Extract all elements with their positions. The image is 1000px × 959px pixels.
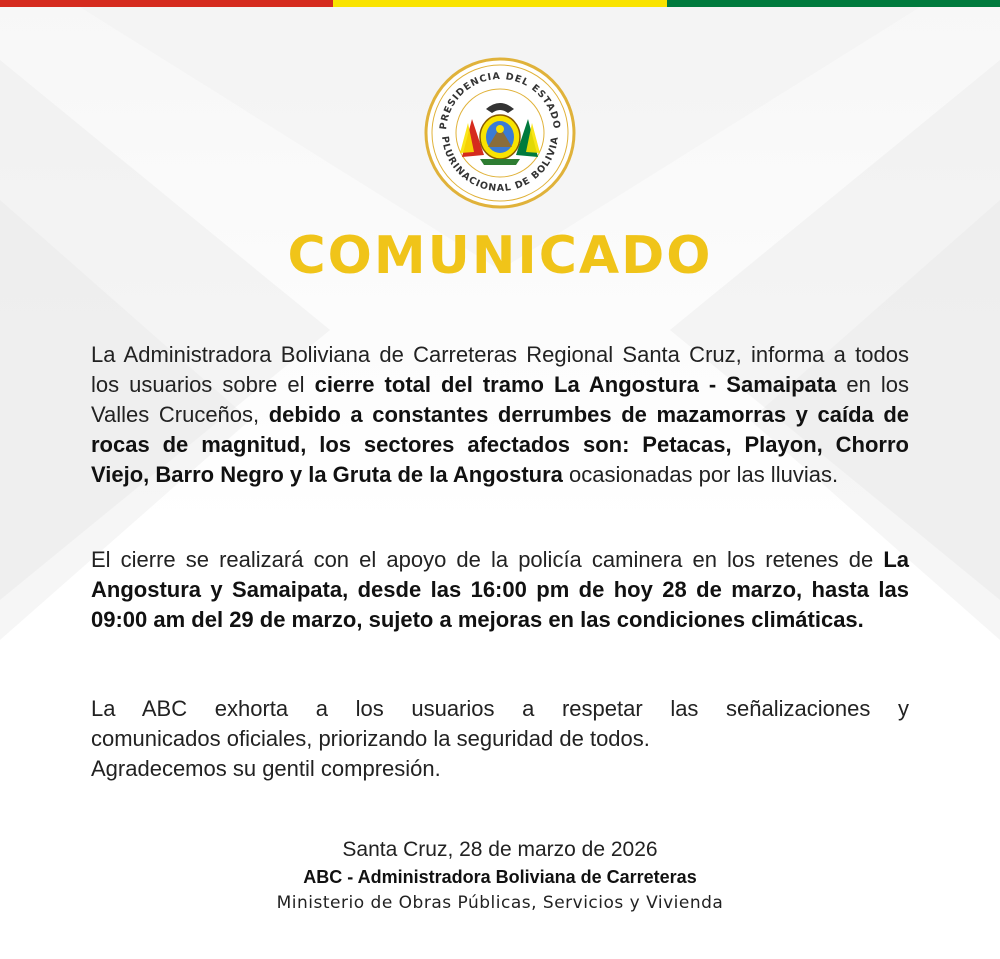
paragraph-closure-notice [91, 340, 909, 490]
p1-text-3: ocasionadas por las lluvias. [562, 462, 839, 487]
p1-text-2: en los Valles Cruceños, [91, 372, 910, 427]
paragraph-advice [91, 694, 909, 784]
p3-line-2: comunicados oficiales, priorizando la seguridad de todos. [91, 726, 650, 751]
p1-text-1: La Administradora Boliviana de Carreteras Regional Santa Cruz, informa a todos los usuarios sobre el [91, 342, 909, 397]
seal-bottom-text: PLURINACIONAL DE BOLIVIA [438, 135, 562, 195]
p3-line-1: La ABC exhorta a los usuarios a respetar las señalizaciones y [91, 696, 909, 721]
paragraph-closure-schedule [91, 545, 909, 635]
p1-bold-2: debido a constantes derrumbes de mazamorras y caída de rocas de magnitud, los sectores afectados son: Petacas, Playon, Chorro Viejo, Barro Negro y la Gruta de la Angostura [91, 402, 909, 487]
place-date: Santa Cruz, 28 de marzo de 2026 [342, 838, 658, 861]
organization-name: ABC - Administradora Boliviana de Carreteras [303, 867, 697, 887]
ministry-name: Ministerio de Obras Públicas, Servicios y Vivienda [276, 893, 724, 913]
p3-line-3: Agradecemos su gentil compresión. [91, 756, 441, 781]
seal-top-text: PRESIDENCIA DEL ESTADO [438, 70, 563, 131]
p2-text-1: El cierre se realizará con el apoyo de la policía caminera en los retenes de [91, 547, 884, 572]
p2-bold-1: La Angostura y Samaipata, desde las 16:00 pm de hoy 28 de marzo, hasta las 09:00 am del 29 de marzo, sujeto a mejoras en las condiciones climáticas. [91, 547, 909, 632]
page-title: COMUNICADO [287, 226, 713, 286]
p1-bold-1: cierre total del tramo La Angostura - Samaipata [314, 372, 837, 397]
presidency-seal [424, 57, 576, 209]
